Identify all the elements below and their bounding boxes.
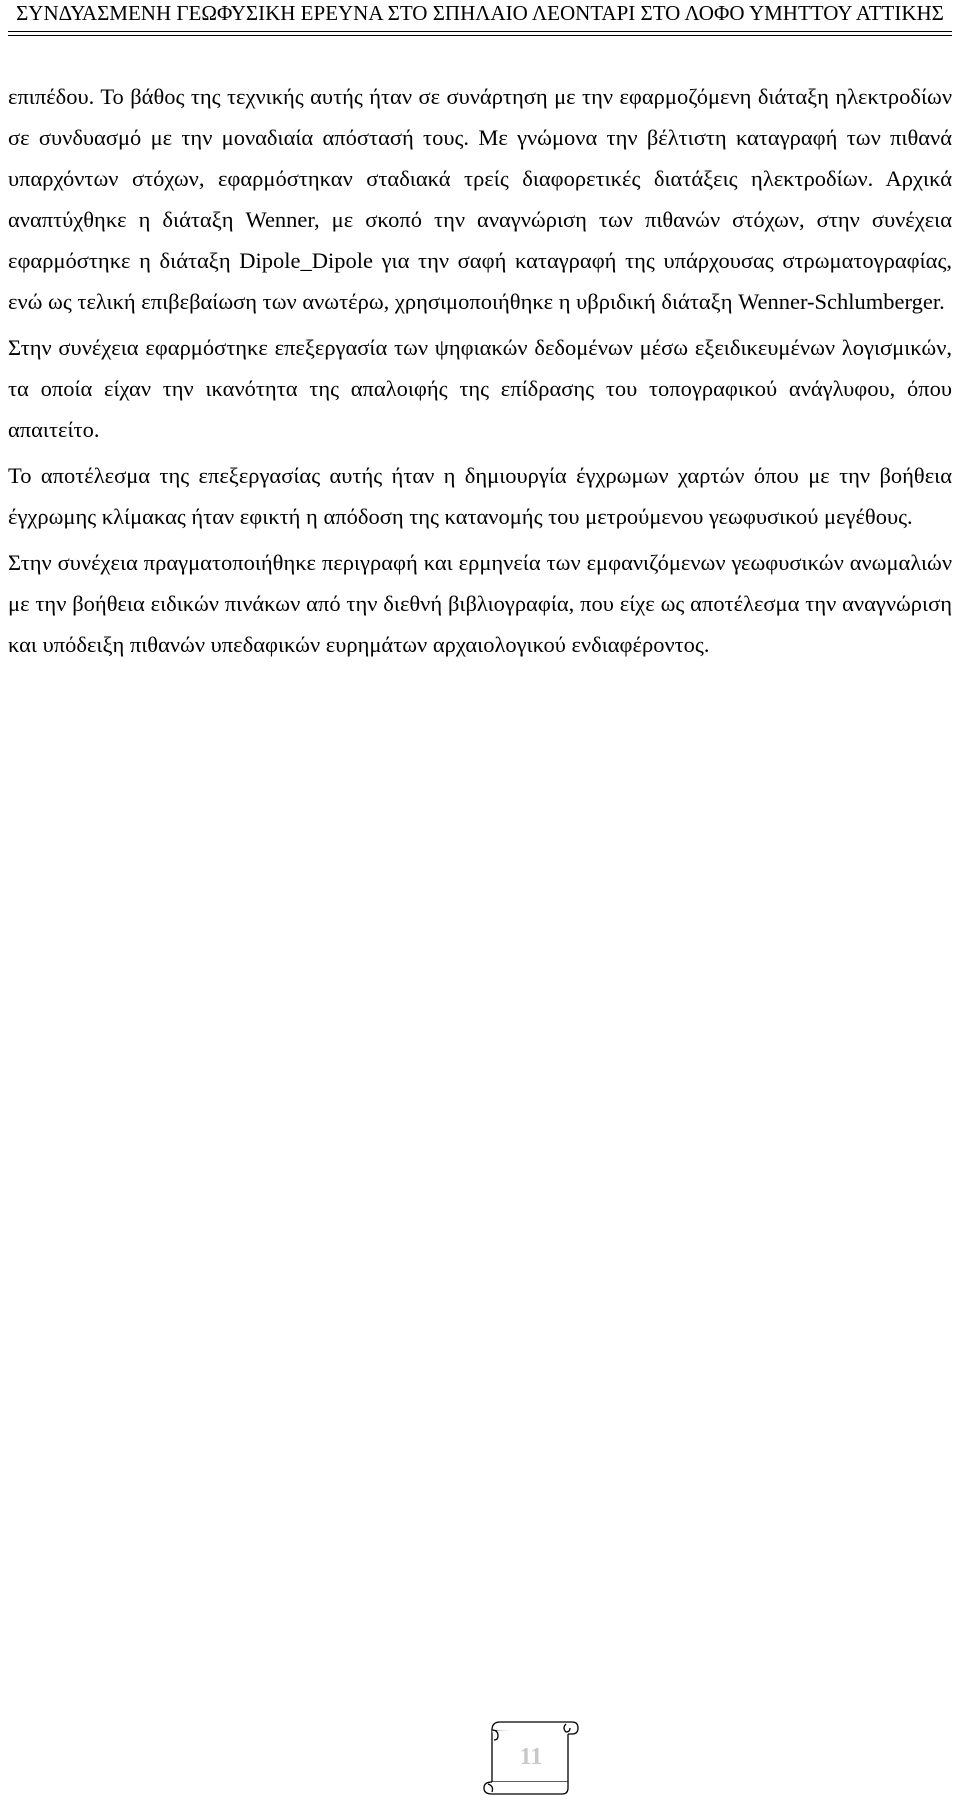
paragraph-data-processing: Στην συνέχεια εφαρμόστηκε επεξεργασία των ψηφιακών δεδομένων μέσω εξειδικευμένων λογισμικών, τα οποία είχαν την ικανότητα της απαλοιφής της επίδρασης του τοπογραφικού ανάγλυφου, όπου απαιτείτο. [8, 335, 952, 442]
page-number-frame [480, 1716, 582, 1796]
header-rule-top [8, 31, 952, 32]
body-text [8, 76, 952, 670]
paragraph-interpretation: Στην συνέχεια πραγματοποιήθηκε περιγραφή και ερμηνεία των εμφανιζόμενων γεωφυσικών ανωμαλιών με την βοήθεια ειδικών πινάκων από την διεθνή βιβλιογραφία, που είχε ως αποτέλεσμα την αναγνώριση και υπόδειξη πιθανών υπεδαφικών ευρημάτων αρχαιολογικού ενδιαφέροντος. [8, 550, 952, 657]
paragraph-color-maps: Το αποτέλεσμα της επεξεργασίας αυτής ήταν η δημιουργία έγχρωμων χαρτών όπου με την βοήθεια έγχρωμης κλίμακας ήταν εφικτή η απόδοση της κατανομής του μετρούμενου γεωφυσικού μεγέθους. [8, 463, 952, 529]
paragraph-electrode-arrays: επιπέδου. Το βάθος της τεχνικής αυτής ήταν σε συνάρτηση με την εφαρμοζόμενη διάταξη ηλεκτροδίων σε συνδυασμό με την μοναδιαία απόστασή τους. Με γνώμονα την βέλτιστη καταγραφή των πιθανά υπαρχόντων στόχων, εφαρμόστηκαν σταδιακά τρείς διαφορετικές διατάξεις ηλεκτροδίων. Αρχικά αναπτύχθηκε η διάταξη Wenner, με σκοπό την αναγνώριση των πιθανών στόχων, στην συνέχεια εφαρμόστηκε η διάταξη Dipole_Dipole για την σαφή καταγραφή της υπάρχουσας στρωματογραφίας, ενώ ως τελική επιβεβαίωση των ανωτέρω, χρησιμοποιήθηκε η υβριδική διάταξη Wenner-Schlumberger. [8, 84, 952, 314]
running-header [0, 0, 960, 34]
running-header-title: ΣΥΝΔΥΑΣΜΕΝΗ ΓΕΩΦΥΣΙΚΗ ΕΡΕΥΝΑ ΣΤΟ ΣΠΗΛΑΙΟ ΛΕΟΝΤΑΡΙ ΣΤΟ ΛΟΦΟ ΥΜΗΤΤΟΥ ΑΤΤΙΚΗΣ [16, 1, 944, 25]
header-rule-bottom [8, 35, 952, 36]
page-number: 11 [519, 1744, 543, 1770]
